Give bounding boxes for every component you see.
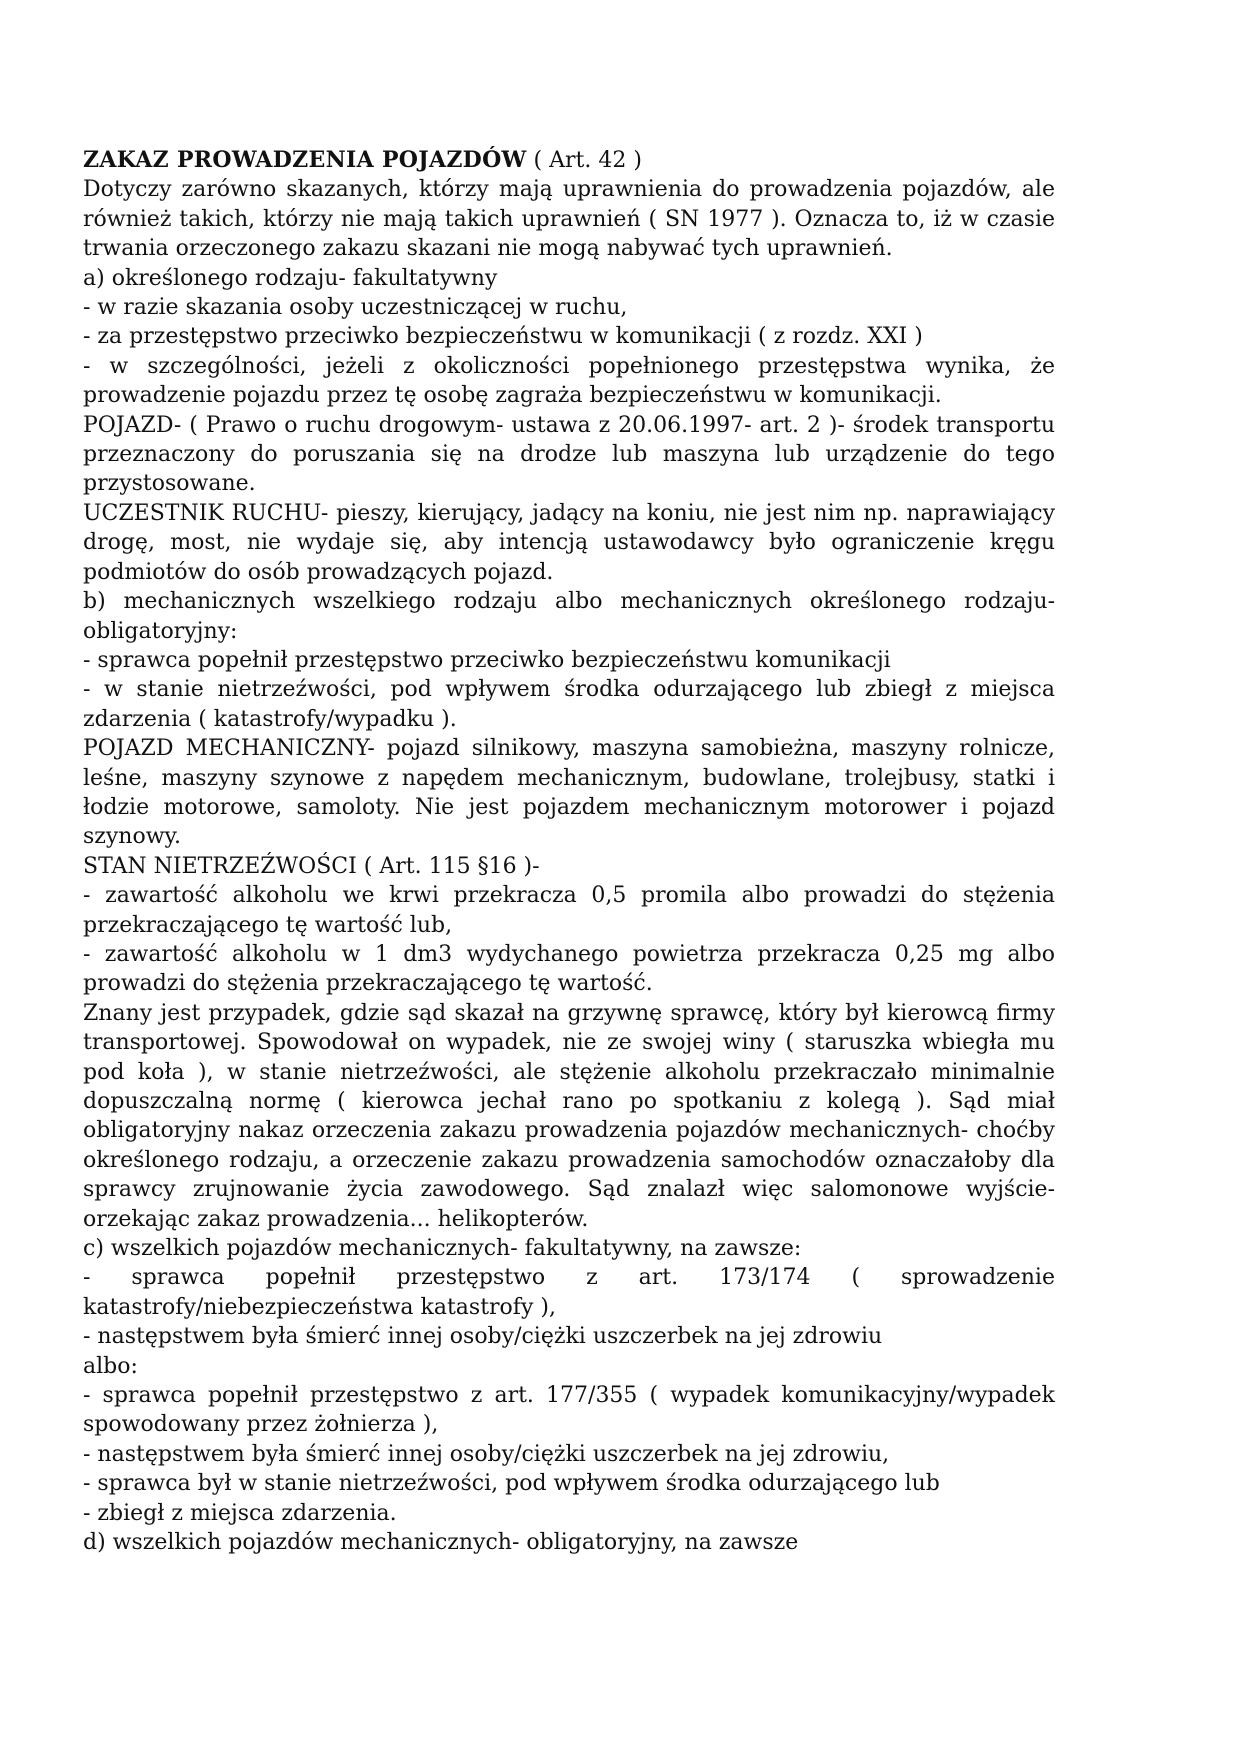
- paragraph: - za przestępstwo przeciwko bezpieczeństwu w komunikacji ( z rozdz. XXI ): [83, 324, 923, 350]
- document-title-suffix: ( Art. 42 ): [526, 148, 642, 173]
- paragraph: - następstwem była śmierć innej osoby/ciężki uszczerbek na jej zdrowiu,: [83, 1441, 890, 1467]
- paragraph: d) wszelkich pojazdów mechanicznych- obligatoryjny, na zawsze: [83, 1530, 799, 1556]
- paragraph: - sprawca popełnił przestępstwo z art. 173/174 ( sprowadzenie katastrofy/niebezpieczeństwa katastrofy ),: [83, 1265, 1055, 1320]
- paragraph: - sprawca popełnił przestępstwo z art. 177/355 ( wypadek komunikacyjny/wypadek spowodowany przez żołnierza ),: [83, 1383, 1055, 1438]
- document-content: [83, 146, 1055, 1558]
- paragraph: - sprawca popełnił przestępstwo przeciwko bezpieczeństwu komunikacji: [83, 647, 891, 673]
- paragraph: - zawartość alkoholu we krwi przekracza 0,5 promila albo prowadzi do stężenia przekraczającego tę wartość lub,: [83, 883, 1055, 938]
- paragraph: - w stanie nietrzeźwości, pod wpływem środka odurzającego lub zbiegł z miejsca zdarzenia ( katastrofy/wypadku ).: [83, 677, 1055, 732]
- paragraph: POJAZD MECHANICZNY- pojazd silnikowy, maszyna samobieżna, maszyny rolnicze, leśne, maszyny szynowe z napędem mechanicznym, budowlane, trolejbusy, statki i łodzie motorowe, samoloty. Nie jest pojazdem mechanicznym motorower i pojazd szynowy.: [83, 736, 1055, 850]
- paragraph: - sprawca był w stanie nietrzeźwości, pod wpływem środka odurzającego lub: [83, 1471, 940, 1497]
- document-body: [83, 175, 1055, 1557]
- paragraph: Znany jest przypadek, gdzie sąd skazał na grzywnę sprawcę, który był kierowcą firmy transportowej. Spowodował on wypadek, nie ze swojej winy ( staruszka wbiegła mu pod koła ), w stanie nietrzeźwości, ale stężenie alkoholu przekraczało minimalnie dopuszczalną normę ( kierowca jechał rano po spotkaniu z kolegą ). Sąd miał obligatoryjny nakaz orzeczenia zakazu prowadzenia pojazdów mechanicznych- choćby określonego rodzaju, a orzeczenie zakazu prowadzenia samochodów oznaczałoby dla sprawcy zrujnowanie życia zawodowego. Sąd znalazł więc salomonowe wyjście- orzekając zakaz prowadzenia... helikopterów.: [83, 1000, 1055, 1232]
- paragraph: Dotyczy zarówno skazanych, którzy mają uprawnienia do prowadzenia pojazdów, ale również takich, którzy nie mają takich uprawnień ( SN 1977 ). Oznacza to, iż w czasie trwania orzeczonego zakazu skazani nie mogą nabywać tych uprawnień.: [83, 177, 1055, 262]
- document-heading: [83, 146, 1055, 175]
- paragraph: - w szczególności, jeżeli z okoliczności popełnionego przestępstwa wynika, że prowadzenie pojazdu przez tę osobę zagraża bezpieczeństwu w komunikacji.: [83, 353, 1055, 409]
- paragraph: STAN NIETRZEŹWOŚCI ( Art. 115 §16 )-: [83, 853, 540, 879]
- paragraph: c) wszelkich pojazdów mechanicznych- fakultatywny, na zawsze:: [83, 1236, 802, 1262]
- paragraph: - w razie skazania osoby uczestniczącej w ruchu,: [83, 295, 628, 321]
- paragraph: a) określonego rodzaju- fakultatywny: [83, 265, 498, 291]
- paragraph: - następstwem była śmierć innej osoby/ciężki uszczerbek na jej zdrowiu: [83, 1324, 883, 1350]
- paragraph: POJAZD- ( Prawo o ruchu drogowym- ustawa z 20.06.1997- art. 2 )- środek transportu przeznaczony do poruszania się na drodze lub maszyna lub urządzenie do tego przystosowane.: [83, 412, 1055, 497]
- paragraph: b) mechanicznych wszelkiego rodzaju albo mechanicznych określonego rodzaju- obligatoryjny:: [83, 589, 1055, 644]
- document-title: ZAKAZ PROWADZENIA POJAZDÓW: [83, 147, 527, 173]
- paragraph: albo:: [83, 1353, 138, 1379]
- paragraph: - zawartość alkoholu w 1 dm3 wydychanego powietrza przekracza 0,25 mg albo prowadzi do stężenia przekraczającego tę wartość.: [83, 941, 1055, 997]
- paragraph: UCZESTNIK RUCHU- pieszy, kierujący, jadący na koniu, nie jest nim np. naprawiający drogę, most, nie wydaje się, aby intencją ustawodawcy było ograniczenie kręgu podmiotów do osób prowadzących pojazd.: [83, 500, 1055, 585]
- paragraph: - zbiegł z miejsca zdarzenia.: [83, 1500, 397, 1526]
